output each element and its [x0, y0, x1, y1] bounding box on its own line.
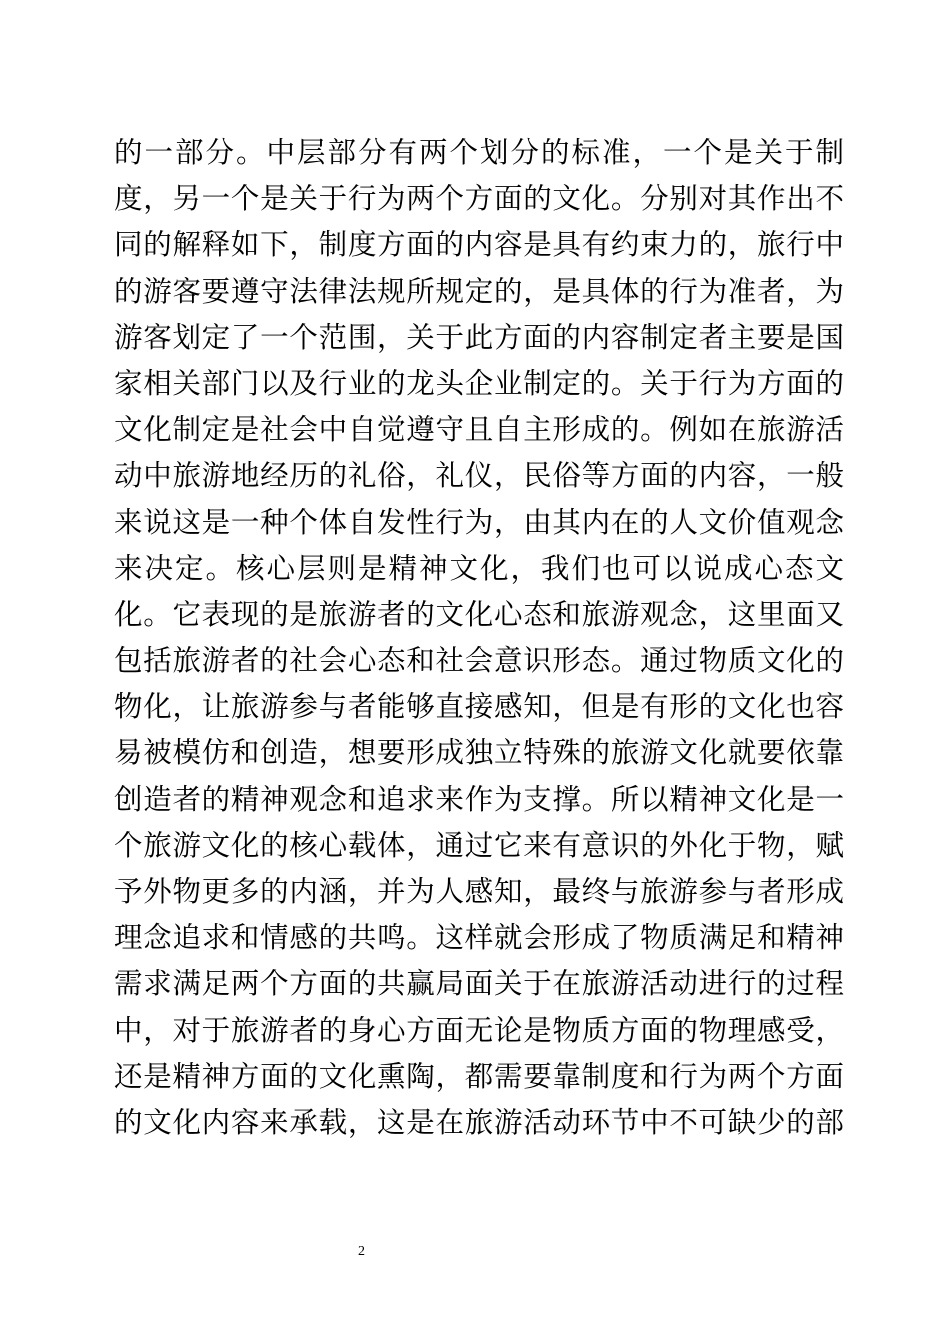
text-line: 个旅游文化的核心载体，通过它来有意识的外化于物，赋	[114, 828, 844, 862]
text-line: 物化，让旅游参与者能够直接感知，但是有形的文化也容	[114, 690, 844, 724]
page-number: 2	[358, 1244, 365, 1259]
text-line: 来说这是一种个体自发性行为，由其内在的人文价值观念	[114, 505, 844, 539]
text-line: 文化制定是社会中自觉遵守且自主形成的。例如在旅游活	[114, 413, 844, 447]
text-line: 易被模仿和创造，想要形成独立特殊的旅游文化就要依靠	[114, 736, 844, 770]
text-line: 予外物更多的内涵，并为人感知，最终与旅游参与者形成	[114, 875, 844, 908]
text-line: 动中旅游地经历的礼俗，礼仪，民俗等方面的内容，一般	[114, 459, 844, 493]
text-line: 游客划定了一个范围，关于此方面的内容制定者主要是国	[114, 320, 844, 354]
text-line: 还是精神方面的文化熏陶，都需要靠制度和行为两个方面	[114, 1059, 844, 1093]
body-paragraph	[114, 130, 844, 1146]
text-line: 家相关部门以及行业的龙头企业制定的。关于行为方面的	[114, 366, 844, 400]
text-line: 化。它表现的是旅游者的文化心态和旅游观念，这里面又	[114, 597, 844, 631]
text-line: 的游客要遵守法律法规所规定的，是具体的行为准者，为	[114, 274, 844, 308]
text-line: 来决定。核心层则是精神文化，我们也可以说成心态文	[114, 551, 844, 585]
text-line: 的一部分。中层部分有两个划分的标准，一个是关于制	[114, 136, 844, 169]
text-line: 的文化内容来承载，这是在旅游活动环节中不可缺少的部	[114, 1105, 844, 1139]
text-line: 包括旅游者的社会心态和社会意识形态。通过物质文化的	[114, 644, 844, 678]
text-line: 中，对于旅游者的身心方面无论是物质方面的物理感受，	[114, 1013, 844, 1047]
text-line: 理念追求和情感的共鸣。这样就会形成了物质满足和精神	[114, 921, 844, 955]
text-line: 同的解释如下，制度方面的内容是具有约束力的，旅行中	[114, 228, 844, 262]
text-line: 创造者的精神观念和追求来作为支撑。所以精神文化是一	[114, 782, 844, 816]
text-line: 度，另一个是关于行为两个方面的文化。分别对其作出不	[114, 182, 844, 216]
text-line: 需求满足两个方面的共赢局面关于在旅游活动进行的过程	[114, 967, 844, 1001]
